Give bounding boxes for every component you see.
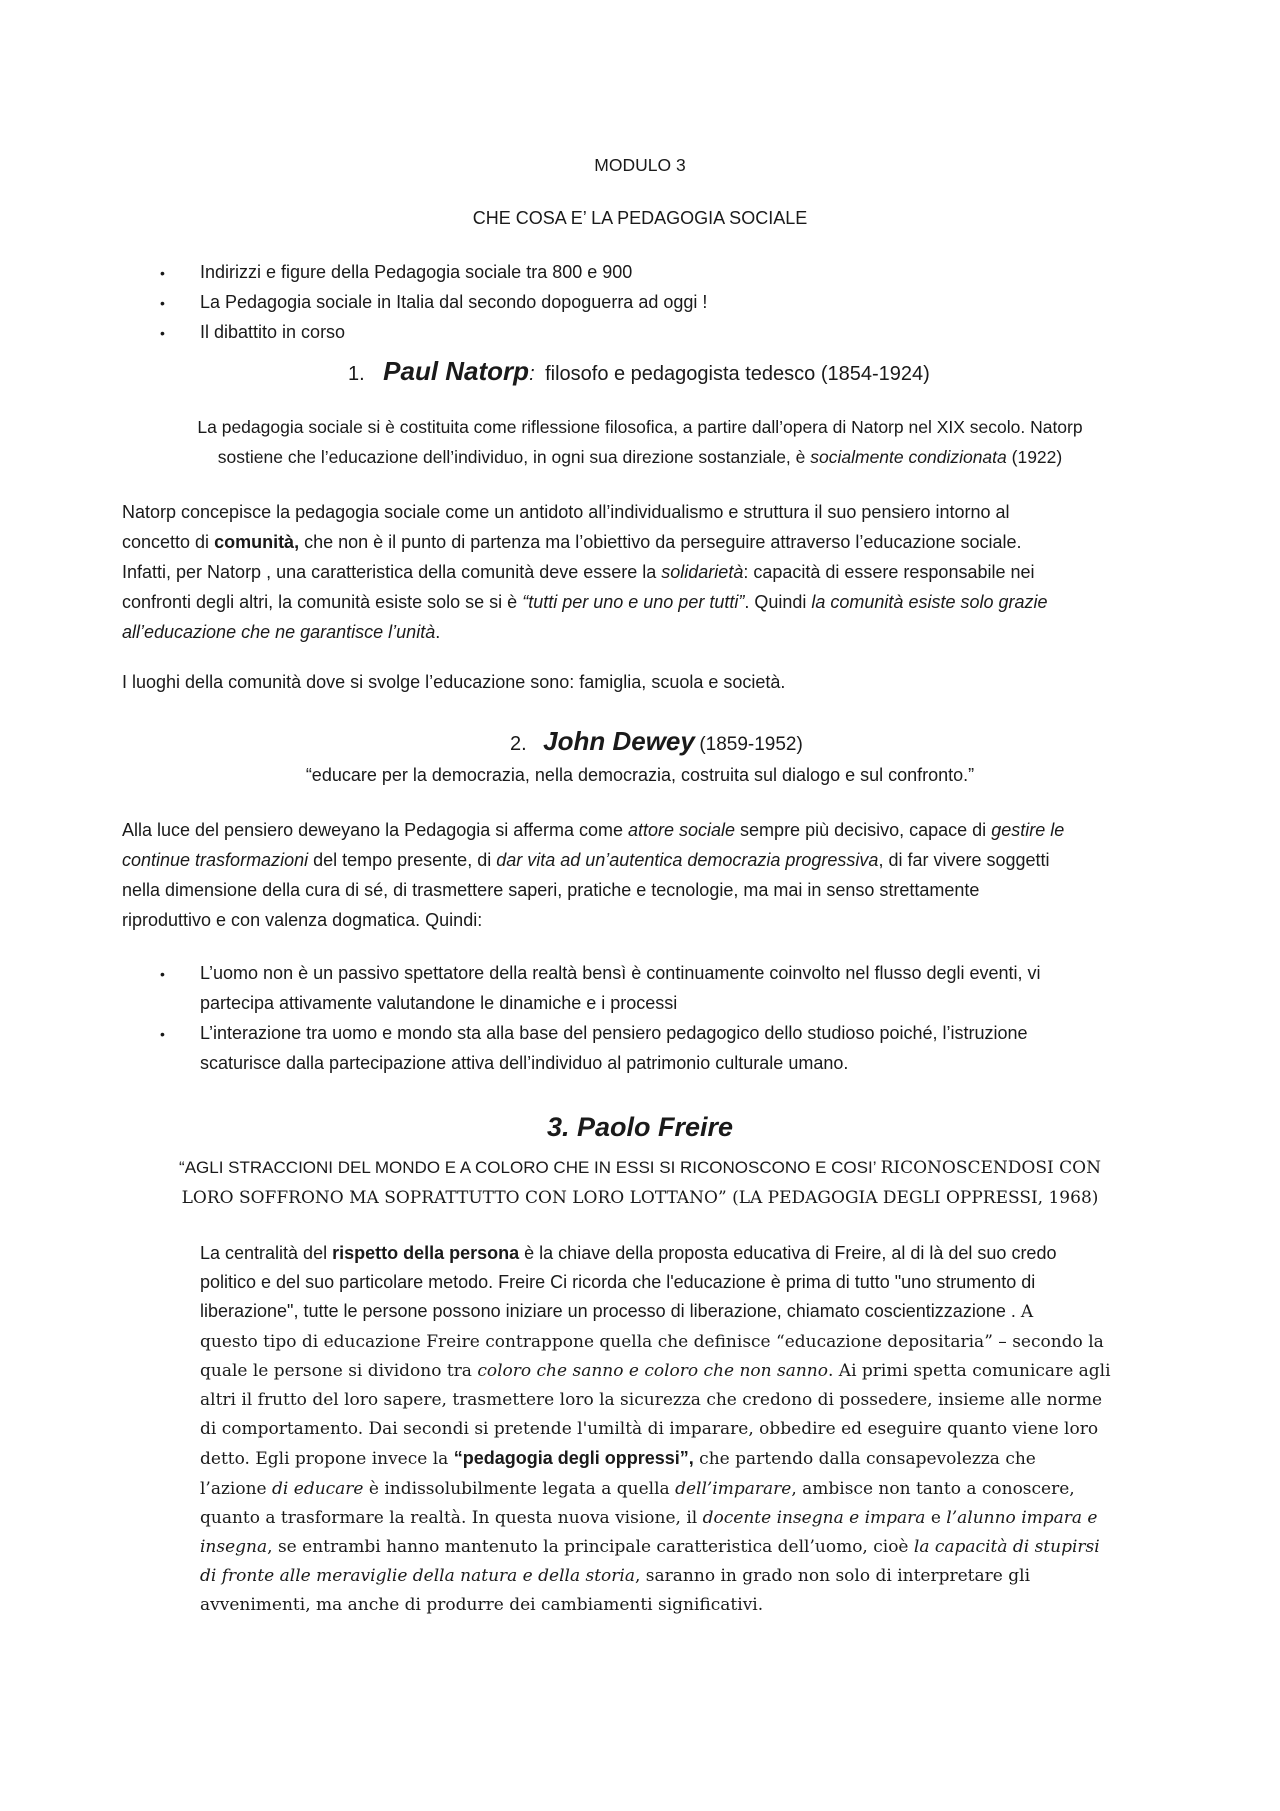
section-name: John Dewey <box>543 726 695 756</box>
section-years: (1859-1952) <box>699 734 803 755</box>
dewey-paragraph: Alla luce del pensiero deweyano la Pedagogia si afferma come attore sociale sempre più decisivo, capace di gestire le continue trasformazioni del tempo presente, di dar vita ad un’autentica democrazia progressiva, di far vivere soggetti nella dimensione della cura di sé, di trasmettere saperi, pratiche e tecnologie, ma mai in senso strettamente riproduttivo e con valenza dogmatica. Quindi: <box>122 820 1065 930</box>
list-item: Il dibattito in corso <box>200 322 346 342</box>
bullet-icon: • <box>160 325 165 341</box>
list-item: La Pedagogia sociale in Italia dal secondo dopoguerra ad oggi ! <box>200 292 708 312</box>
natorp-intro-line: sostiene che l’educazione dell’individuo, in ogni sua direzione sostanziale, è socialmente condizionata (1922) <box>217 447 1063 467</box>
bullet-icon: • <box>160 966 165 982</box>
section-heading-dewey <box>510 726 803 757</box>
section-heading-natorp: 1. Paul Natorp: filosofo e pedagogista tedesco (1854-1924) <box>348 356 930 386</box>
natorp-paragraph: Natorp concepisce la pedagogia sociale come un antidoto all’individualismo e struttura il suo pensiero intorno al concetto di comunità, che non è il punto di partenza ma l’obiettivo da perseguire attraverso l’educazione sociale. Infatti, per Natorp , una caratteristica della comunità deve essere la solidarietà: capacità di essere responsabile nei confronti degli altri, la comunità esiste solo se si è “tutti per uno e uno per tutti”. Quindi la comunità esiste solo grazie all’educazione che ne garantisce l’unità. <box>122 502 1048 642</box>
section-subtitle: filosofo e pedagogista tedesco (1854-1924) <box>545 363 930 385</box>
section-name: Paul Natorp <box>383 356 530 386</box>
bullet-icon: • <box>160 295 165 311</box>
freire-paragraph: La centralità del rispetto della persona è la chiave della proposta educativa di Freire, al di là del suo credo politico e del suo particolare metodo. Freire Ci ricorda che l'educazione è prima di tutto "uno strumento di liberazione", tutte le persone possono iniziare un processo di liberazione, chiamato coscientizzazione . A questo tipo di educazione Freire contrappone quella che definisce “educazione depositaria” – secondo la quale le persone si dividono tra coloro che sanno e coloro che non sanno. Ai primi spetta comunicare agli altri il frutto del loro sapere, trasmettere loro la sicurezza che credono di possedere, insieme alle norme di comportamento. Dai secondi si pretende l'umiltà di imparare, obbedire ed eseguire quanto viene loro detto. Egli propone invece la “pedagogia degli oppressi”, che partendo dalla consapevolezza che l’azione di educare è indissolubilmente legata a quella dell’imparare, ambisce non tanto a conoscere, quanto a trasformare la realtà. In questa nuova visione, il docente insegna e impara e l’alunno impara e insegna, se entrambi hanno mantenuto la principale caratteristica dell’uomo, cioè la capacità di stupirsi di fronte alle meraviglie della natura e della storia, saranno in grado non solo di interpretare gli avvenimenti, ma anche di produrre dei cambiamenti significativi. <box>200 1243 1111 1616</box>
section-heading-freire: 3. Paolo Freire <box>546 1112 734 1142</box>
section-number: 2. <box>510 733 527 755</box>
dewey-quote: “educare per la democrazia, nella democrazia, costruita sul dialogo e sul confronto.” <box>305 765 975 785</box>
freire-quote-line: LORO SOFFRONO MA SOPRATTUTTO CON LORO LOTTANO” (LA PEDAGOGIA DEGLI OPPRESSI, 1968) <box>181 1188 1099 1208</box>
bullet-icon: • <box>160 1026 165 1042</box>
list-item: L’interazione tra uomo e mondo sta alla base del pensiero pedagogico dello studioso poiché, l’istruzione scaturisce dalla partecipazione attiva dell’individuo al patrimonio culturale umano. <box>200 1023 1028 1073</box>
module-label: MODULO 3 <box>594 155 686 175</box>
section-number: 1. <box>348 363 365 385</box>
list-item: Indirizzi e figure della Pedagogia sociale tra 800 e 900 <box>200 262 633 282</box>
freire-quote-line: “AGLI STRACCIONI DEL MONDO E A COLORO CHE IN ESSI SI RICONOSCONO E COSI’ RICONOSCENDOSI CON <box>179 1158 1101 1178</box>
natorp-intro-line: La pedagogia sociale si è costituita come riflessione filosofica, a partire dall’opera di Natorp nel XIX secolo. Natorp <box>197 417 1083 437</box>
list-item: L’uomo non è un passivo spettatore della realtà bensì è continuamente coinvolto nel flusso degli eventi, vi partecipa attivamente valutandone le dinamiche e i processi <box>200 963 1041 1013</box>
bullet-icon: • <box>160 265 165 281</box>
page-title: CHE COSA E’ LA PEDAGOGIA SOCIALE <box>472 208 808 228</box>
natorp-paragraph-2: I luoghi della comunità dove si svolge l’educazione sono: famiglia, scuola e società. <box>122 672 786 692</box>
